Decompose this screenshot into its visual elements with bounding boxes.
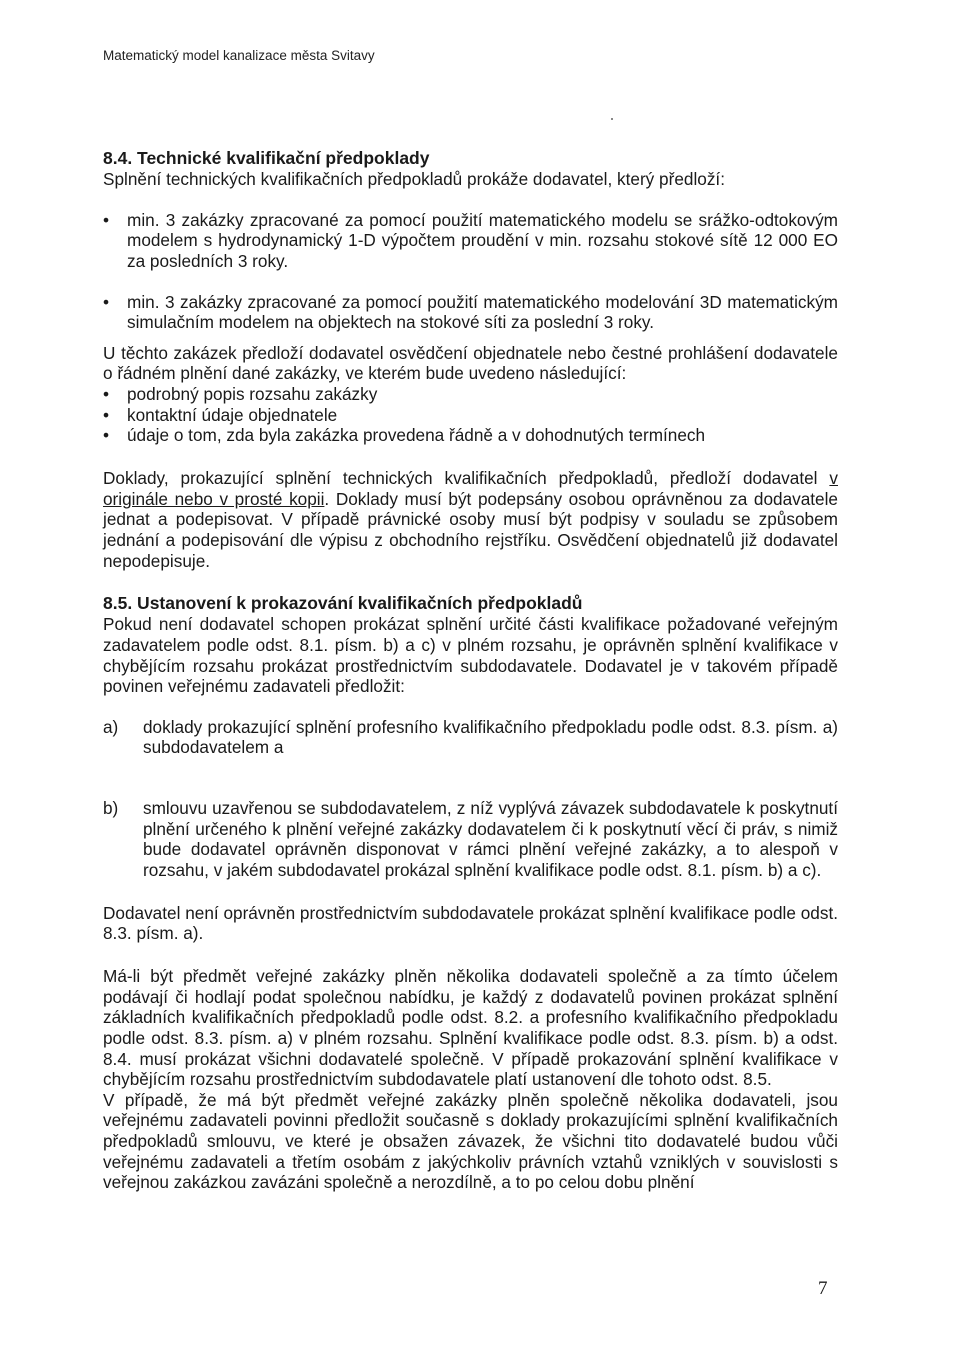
list-item — [103, 798, 838, 881]
scan-speck — [611, 118, 613, 120]
list-item: • min. 3 zakázky zpracované za pomocí použití matematického modelování 3D matematickým simulačním modelem na objektech na stokové síti za poslední 3 roky. — [103, 292, 838, 333]
documents-text-end: . Doklady musí být podepsány osobou oprávněnou za dodavatele jednat a podepisovat. V případě právnické osoby musí být podpisy v souladu se způsobem jednání a podepisování dle výpisu z obchodního rejstříku. Osvědčení objednatelů již dodavatel nepodepisuje. — [103, 488, 838, 571]
section-heading: 8.4. Technické kvalifikační předpoklady — [103, 148, 430, 168]
list-item — [103, 717, 838, 758]
documents-text-start: Doklady, prokazující splnění technických kvalifikačních předpokladů, předloží dodavatel — [103, 468, 818, 489]
item-text: smlouvu uzavřenou se subdodavatelem, z níž vyplývá závazek subdodavatele k poskytnutí plnění určeného k plnění veřejné zakázky dodavatelem či k poskytnutí věcí či práv, s nimiž bude dodavatel oprávněn disponovat v rámci plnění veřejné zakázky, a to alespoň v rozsahu, v jakém subdodavatel prokázal splnění kvalifikace podle odst. 8.1. písm. b) a c). — [143, 798, 838, 881]
list-item: • kontaktní údaje objednatele — [103, 405, 838, 426]
lettered-list — [103, 717, 838, 881]
joint-bid-paragraph: Má-li být předmět veřejné zakázky plněn několika dodavateli společně a za tímto účelem podávají či hodlají podat společnou nabídku, je každý z dodavatelů povinen prokázat splnění základních kvalifikačních předpokladů podle odst. 8.2. a profesního kvalifikačního předpokladu podle odst. 8.3. písm. a) v plném rozsahu. Splnění kvalifikace podle odst. 8.3. písm. b) a odst. 8.4. musí prokázat všichni dodavatelé společně. V případě prokazování splnění kvalifikace v chybějícím rozsahu prostřednictvím subdodavatele platí ustanovení dle tohoto odst. 8.5. — [103, 965, 838, 1090]
joint-contract-paragraph: V případě, že má být předmět veřejné zakázky plněn společně několika dodavateli, jsou veřejnému zadavateli povinni předložit současně s doklady prokazujícími splnění kvalifikačních předpokladů smlouvu, ve které je obsažen závazek, že všichni tito dodavatelé budou vůči veřejnému zadavateli a třetím osobám z jakýchkoliv právních vztahů vzniklých v souvislosti s veřejnou zakázkou zavázáni společně a nerozdílně, a to po celou dobu plnění — [103, 1089, 838, 1193]
section-intro: Pokud není dodavatel schopen prokázat splnění určité části kvalifikace požadované veřejným zadavatelem podle odst. 8.1. písm. b) a c) v plném rozsahu, je oprávněn splnění kvalifikace v chybějícím rozsahu prokázat prostřednictvím subdodavatele. Dodavatel je v takovém případě povinen veřejnému zadavateli předložit: — [103, 614, 838, 697]
subcontractor-paragraph: Dodavatel není oprávněn prostřednictvím subdodavatele prokázat splnění kvalifikace podle odst. 8.3. písm. a). — [103, 902, 838, 944]
section-8-5 — [103, 593, 838, 1193]
list-item: • údaje o tom, zda byla zakázka provedena řádně a v dohodnutých termínech — [103, 425, 838, 446]
reference-paragraph: U těchto zakázek předloží dodavatel osvědčení objednatele nebo čestné prohlášení dodavatele o řádném plnění dané zakázky, ve kterém bude uvedeno následující: — [103, 342, 838, 384]
section-intro: Splnění technických kvalifikačních předpokladů prokáže dodavatel, který předloží: — [103, 169, 725, 189]
section-8-4 — [103, 148, 838, 571]
documents-paragraph — [103, 468, 838, 571]
item-text: doklady prokazující splnění profesního kvalifikačního předpokladu podle odst. 8.3. písm. a) subdodavatelem a — [143, 716, 838, 758]
underlined-phrase: v originále nebo v prosté kopii — [103, 468, 838, 509]
list-item: • podrobný popis rozsahu zakázky — [103, 384, 838, 405]
page-number: 7 — [818, 1278, 828, 1299]
item-marker: b) — [103, 798, 119, 819]
qualification-list — [103, 210, 838, 333]
page-body — [103, 148, 838, 1193]
list-item: • min. 3 zakázky zpracované za pomocí použití matematického modelu se srážko-odtokovým modelem s hydrodynamický 1-D výpočtem proudění v min. rozsahu stokové sítě 12 000 EO za posledních 3 roky. — [103, 210, 838, 272]
reference-list — [103, 384, 838, 446]
item-marker: a) — [103, 716, 119, 737]
section-heading: 8.5. Ustanovení k prokazování kvalifikačních předpokladů — [103, 593, 583, 614]
running-header: Matematický model kanalizace města Svitavy — [103, 48, 375, 63]
